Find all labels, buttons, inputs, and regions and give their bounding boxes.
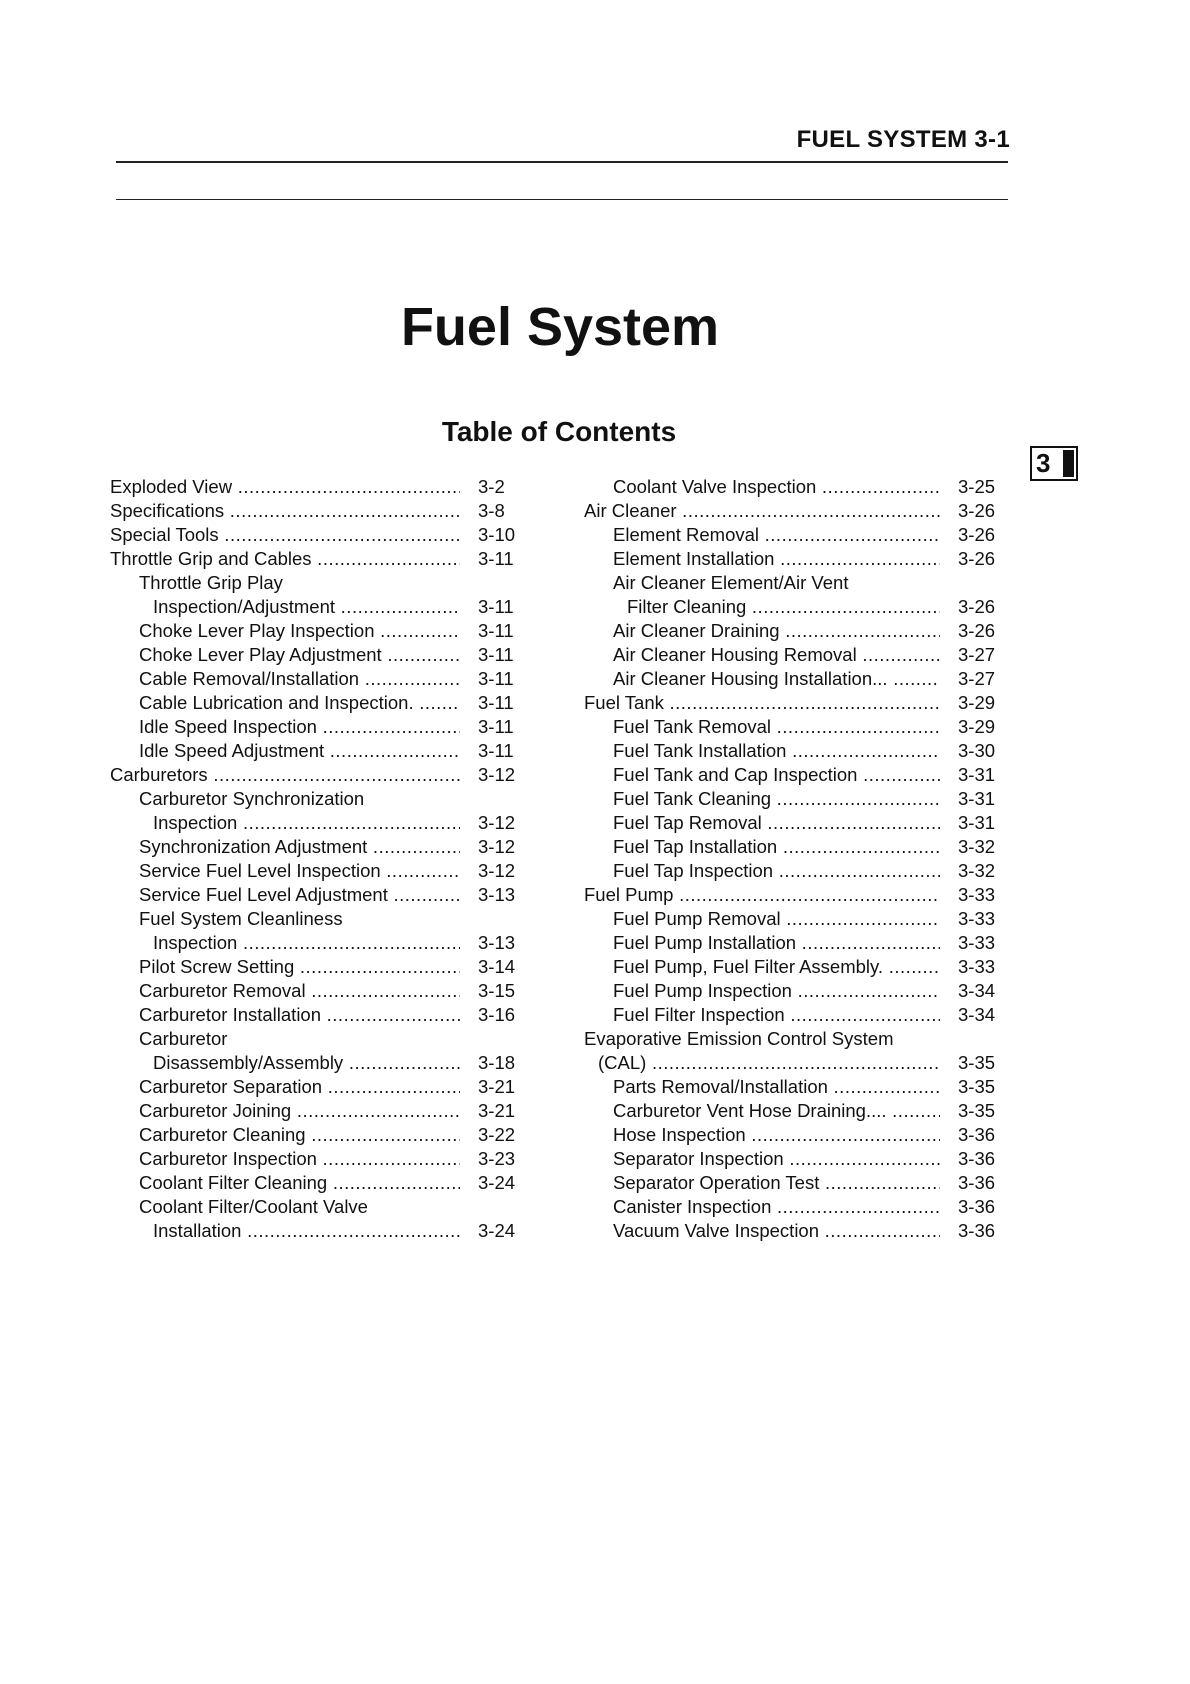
toc-entry-page: 3-26 <box>958 548 996 569</box>
toc-entry-label: Carburetor Vent Hose Draining.... ..... <box>613 1099 940 1123</box>
toc-entry-label: Fuel Filter Inspection ..... <box>613 1003 940 1027</box>
toc-entry-label: Air Cleaner Housing Removal ..... <box>613 643 940 667</box>
toc-entry-page: 3-18 <box>478 1052 516 1073</box>
toc-entry <box>110 931 530 955</box>
toc-entry <box>584 691 1004 715</box>
toc-entry-page: 3-25 <box>958 476 996 497</box>
toc-entry-page: 3-12 <box>478 812 516 833</box>
toc-entry-label: Service Fuel Level Inspection ..... <box>139 859 460 883</box>
toc-entry <box>110 1123 530 1147</box>
header-rule-bottom <box>116 199 1008 200</box>
toc-entry-label: Special Tools ..... <box>110 523 460 547</box>
toc-entry <box>110 1147 530 1171</box>
toc-entry-page: 3-13 <box>478 932 516 953</box>
toc-entry-page: 3-31 <box>958 788 996 809</box>
toc-entry <box>584 547 1004 571</box>
toc-entry-page: 3-30 <box>958 740 996 761</box>
toc-entry <box>584 1123 1004 1147</box>
toc-entry-page: 3-24 <box>478 1220 516 1241</box>
toc-entry-label: Vacuum Valve Inspection ..... <box>613 1219 940 1243</box>
toc-entry <box>110 907 530 931</box>
toc-entry-page: 3-11 <box>478 644 514 665</box>
toc-entry <box>110 859 530 883</box>
toc-entry <box>584 883 1004 907</box>
toc-entry-label: Inspection/Adjustment ..... <box>153 595 460 619</box>
toc-entry <box>110 883 530 907</box>
toc-entry <box>110 739 530 763</box>
toc-entry-page: 3-36 <box>958 1172 996 1193</box>
toc-entry-label: Installation ..... <box>153 1219 460 1243</box>
toc-entry-page: 3-11 <box>478 548 514 569</box>
toc-entry <box>110 715 530 739</box>
toc-entry-page: 3-21 <box>478 1076 516 1097</box>
toc-entry-page: 3-34 <box>958 980 996 1001</box>
toc-entry <box>584 619 1004 643</box>
toc-entry-label: Carburetor <box>139 1028 228 1049</box>
chapter-title: Fuel System <box>400 297 720 357</box>
toc-entry-page: 3-36 <box>958 1196 996 1217</box>
toc-entry <box>110 979 530 1003</box>
toc-entry-label: Fuel Tap Removal ..... <box>613 811 940 835</box>
toc-entry <box>110 787 530 811</box>
toc-entry-label: Fuel Tank Installation ..... <box>613 739 940 763</box>
toc-entry <box>584 715 1004 739</box>
toc-entry-page: 3-22 <box>478 1124 516 1145</box>
toc-entry-label: Fuel Tank Removal ..... <box>613 715 940 739</box>
toc-entry-page: 3-11 <box>478 692 514 713</box>
toc-entry <box>110 667 530 691</box>
toc-entry-label: Separator Operation Test ..... <box>613 1171 940 1195</box>
toc-entry-label: Choke Lever Play Adjustment ..... <box>139 643 460 667</box>
toc-entry-label: Service Fuel Level Adjustment ..... <box>139 883 460 907</box>
toc-entry <box>584 835 1004 859</box>
toc-entry <box>110 1051 530 1075</box>
toc-entry-label: Fuel Tap Installation ..... <box>613 835 940 859</box>
toc-entry <box>584 1075 1004 1099</box>
toc-entry <box>584 931 1004 955</box>
toc-entry-label: Fuel Pump ..... <box>584 883 940 907</box>
toc-entry-label: Coolant Filter Cleaning ..... <box>139 1171 460 1195</box>
toc-entry-page: 3-12 <box>478 860 516 881</box>
toc-entry-page: 3-14 <box>478 956 516 977</box>
toc-entry <box>584 859 1004 883</box>
toc-entry-label: Element Installation ..... <box>613 547 940 571</box>
toc-entry-page: 3-26 <box>958 596 996 617</box>
toc-entry <box>110 763 530 787</box>
toc-entry-label: Disassembly/Assembly ..... <box>153 1051 460 1075</box>
toc-entry-label: Hose Inspection ..... <box>613 1123 940 1147</box>
toc-entry-page: 3-29 <box>958 716 996 737</box>
toc-entry-label: Carburetor Installation ..... <box>139 1003 460 1027</box>
toc-entry <box>584 1003 1004 1027</box>
toc-entry-page: 3-11 <box>478 596 514 617</box>
toc-entry-label: Cable Lubrication and Inspection. ..... <box>139 691 460 715</box>
toc-entry <box>110 691 530 715</box>
toc-entry-page: 3-11 <box>478 668 514 689</box>
toc-entry <box>584 1219 1004 1243</box>
toc-heading: Table of Contents <box>441 416 677 447</box>
toc-entry <box>110 1219 530 1243</box>
toc-entry-label: Parts Removal/Installation ..... <box>613 1075 940 1099</box>
toc-entry-page: 3-33 <box>958 884 996 905</box>
toc-entry-label: Fuel Pump Inspection ..... <box>613 979 940 1003</box>
toc-entry <box>584 907 1004 931</box>
toc-entry-label: (CAL) ..... <box>598 1051 940 1075</box>
toc-entry-page: 3-36 <box>958 1124 996 1145</box>
toc-entry <box>110 475 530 499</box>
toc-entry <box>110 811 530 835</box>
toc-entry-page: 3-33 <box>958 932 996 953</box>
toc-entry <box>584 787 1004 811</box>
chapter-tab-marker <box>1030 446 1078 481</box>
toc-entry <box>110 955 530 979</box>
toc-entry-label: Throttle Grip Play <box>139 572 283 593</box>
toc-entry-label: Cable Removal/Installation ..... <box>139 667 460 691</box>
toc-column-left <box>110 475 530 1243</box>
toc-entry-label: Carburetor Cleaning ..... <box>139 1123 460 1147</box>
toc-entry <box>584 1027 1004 1051</box>
toc-entry-label: Synchronization Adjustment ..... <box>139 835 460 859</box>
toc-entry <box>110 595 530 619</box>
toc-entry-label: Idle Speed Adjustment ..... <box>139 739 460 763</box>
toc-entry <box>584 523 1004 547</box>
toc-entry <box>584 1147 1004 1171</box>
toc-entry <box>584 739 1004 763</box>
toc-entry <box>584 1195 1004 1219</box>
toc-entry-page: 3-27 <box>958 644 996 665</box>
toc-entry <box>110 1099 530 1123</box>
toc-entry <box>110 571 530 595</box>
toc-entry-page: 3-33 <box>958 908 996 929</box>
toc-entry-page: 3-12 <box>478 836 516 857</box>
toc-entry-page: 3-21 <box>478 1100 516 1121</box>
toc-entry-label: Fuel Pump Removal ..... <box>613 907 940 931</box>
toc-entry-page: 3-35 <box>958 1052 996 1073</box>
chapter-tab-number: 3 <box>1036 448 1051 478</box>
toc-entry-label: Evaporative Emission Control System <box>584 1028 894 1049</box>
toc-entry-label: Carburetors ..... <box>110 763 460 787</box>
toc-entry <box>584 667 1004 691</box>
toc-entry-page: 3-8 <box>478 500 505 521</box>
toc-entry-page: 3-10 <box>478 524 516 545</box>
toc-entry <box>584 1171 1004 1195</box>
toc-entry-label: Coolant Filter/Coolant Valve <box>139 1196 368 1217</box>
toc-entry-label: Fuel Tank and Cap Inspection ..... <box>613 763 940 787</box>
toc-entry-label: Carburetor Removal ..... <box>139 979 460 1003</box>
toc-entry-label: Inspection ..... <box>153 931 460 955</box>
toc-entry-label: Fuel Pump Installation ..... <box>613 931 940 955</box>
toc-entry-page: 3-29 <box>958 692 996 713</box>
toc-entry-label: Throttle Grip and Cables ..... <box>110 547 460 571</box>
toc-entry-page: 3-2 <box>478 476 505 497</box>
toc-entry-label: Carburetor Inspection ..... <box>139 1147 460 1171</box>
toc-entry-page: 3-12 <box>478 764 516 785</box>
toc-entry-page: 3-27 <box>958 668 996 689</box>
toc-entry-label: Air Cleaner Element/Air Vent <box>613 572 849 593</box>
toc-entry-label: Inspection ..... <box>153 811 460 835</box>
toc-entry-label: Air Cleaner Draining ..... <box>613 619 940 643</box>
toc-entry-page: 3-35 <box>958 1100 996 1121</box>
running-header: FUEL SYSTEM 3-1 <box>796 126 1010 153</box>
toc-entry <box>110 643 530 667</box>
toc-entry-page: 3-15 <box>478 980 516 1001</box>
header-rule-top <box>116 161 1008 163</box>
toc-entry <box>584 571 1004 595</box>
toc-entry-page: 3-35 <box>958 1076 996 1097</box>
toc-entry-page: 3-11 <box>478 740 514 761</box>
toc-entry <box>110 1171 530 1195</box>
toc-entry-label: Coolant Valve Inspection ..... <box>613 475 940 499</box>
toc-entry <box>584 811 1004 835</box>
toc-entry-page: 3-32 <box>958 860 996 881</box>
toc-entry-label: Idle Speed Inspection ..... <box>139 715 460 739</box>
toc-entry <box>110 523 530 547</box>
toc-entry <box>110 619 530 643</box>
toc-entry <box>584 1099 1004 1123</box>
toc-entry-label: Canister Inspection ..... <box>613 1195 940 1219</box>
toc-entry-page: 3-34 <box>958 1004 996 1025</box>
toc-entry <box>110 1195 530 1219</box>
toc-entry-label: Pilot Screw Setting ..... <box>139 955 460 979</box>
toc-entry-label: Carburetor Joining ..... <box>139 1099 460 1123</box>
toc-entry-page: 3-13 <box>478 884 516 905</box>
toc-entry <box>584 499 1004 523</box>
toc-entry-label: Element Removal ..... <box>613 523 940 547</box>
toc-entry-label: Filter Cleaning ..... <box>627 595 940 619</box>
toc-entry <box>584 955 1004 979</box>
toc-entry <box>110 547 530 571</box>
toc-entry-label: Carburetor Synchronization <box>139 788 365 809</box>
toc-entry <box>584 763 1004 787</box>
toc-entry <box>110 1075 530 1099</box>
toc-entry-page: 3-33 <box>958 956 996 977</box>
toc-entry-label: Carburetor Separation ..... <box>139 1075 460 1099</box>
toc-entry-page: 3-11 <box>478 716 514 737</box>
toc-entry-label: Fuel Tank ..... <box>584 691 940 715</box>
toc-entry-page: 3-26 <box>958 524 996 545</box>
toc-entry <box>110 499 530 523</box>
toc-entry-label: Choke Lever Play Inspection ..... <box>139 619 460 643</box>
toc-entry-page: 3-31 <box>958 812 996 833</box>
chapter-tab-bar <box>1063 450 1074 477</box>
toc-entry <box>584 979 1004 1003</box>
toc-entry <box>584 643 1004 667</box>
toc-entry-page: 3-36 <box>958 1148 996 1169</box>
toc-entry-page: 3-23 <box>478 1148 516 1169</box>
toc-entry-page: 3-36 <box>958 1220 996 1241</box>
toc-entry-label: Air Cleaner ..... <box>584 499 940 523</box>
toc-entry-label: Exploded View ..... <box>110 475 460 499</box>
toc-entry-page: 3-26 <box>958 620 996 641</box>
toc-entry <box>110 1027 530 1051</box>
toc-entry-page: 3-31 <box>958 764 996 785</box>
toc-entry-page: 3-16 <box>478 1004 516 1025</box>
toc-entry <box>110 1003 530 1027</box>
toc-entry-page: 3-32 <box>958 836 996 857</box>
toc-entry-label: Fuel Tank Cleaning ..... <box>613 787 940 811</box>
toc-column-right <box>584 475 1004 1243</box>
toc-entry <box>584 595 1004 619</box>
toc-entry <box>584 475 1004 499</box>
toc-entry-label: Fuel System Cleanliness <box>139 908 343 929</box>
toc-entry-label: Air Cleaner Housing Installation... ..... <box>613 667 940 691</box>
toc-entry-label: Separator Inspection ..... <box>613 1147 940 1171</box>
toc-entry-page: 3-26 <box>958 500 996 521</box>
toc-entry-page: 3-24 <box>478 1172 516 1193</box>
toc-entry-label: Fuel Pump, Fuel Filter Assembly. ..... <box>613 955 940 979</box>
toc-entry <box>584 1051 1004 1075</box>
toc-entry-label: Specifications ..... <box>110 499 460 523</box>
toc-entry-label: Fuel Tap Inspection ..... <box>613 859 940 883</box>
toc-entry-page: 3-11 <box>478 620 514 641</box>
toc-entry <box>110 835 530 859</box>
